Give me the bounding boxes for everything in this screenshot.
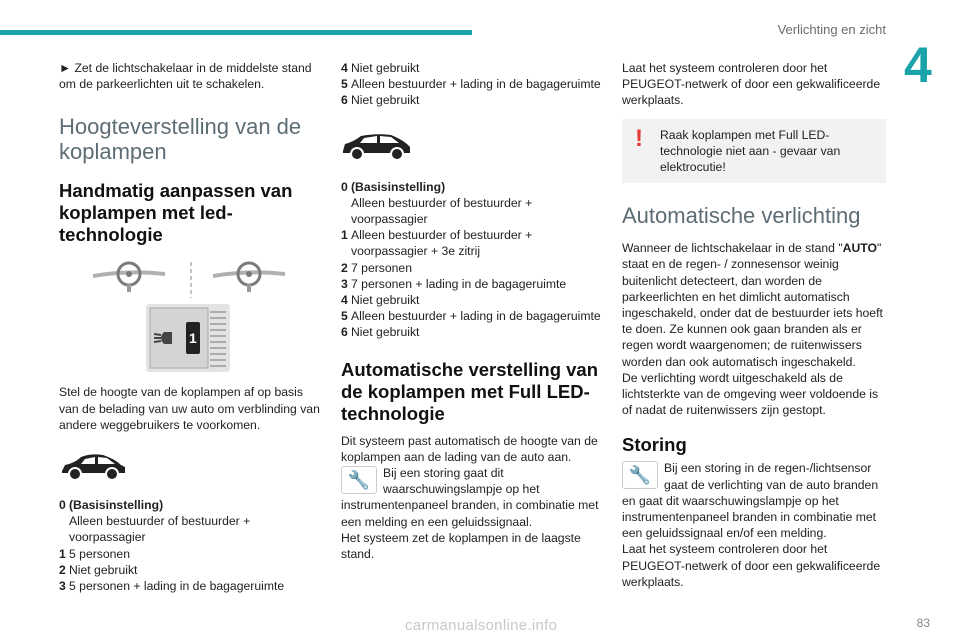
fault-paragraph: 🔧 Bij een storing in de regen-/lichtsensor gaat de verlichting van de auto branden en gaat dit waarschuwingslampje op het instrumentenpaneel branden in combinatie met een geluidssignaal en/of een melding.: [622, 461, 879, 541]
headlamp-level-icon: [146, 304, 230, 372]
chapter-title: Verlichting en zicht: [777, 22, 886, 37]
list-item: 2 Niet gebruikt: [59, 562, 138, 577]
steering-wheel-icon: [89, 260, 309, 300]
subsection-title-automatic: Automatische verstelling van de koplampen met Full LED-technologie: [341, 358, 599, 424]
list-item: 2 7 personen: [341, 260, 412, 275]
column-3: [622, 60, 886, 590]
list-item: 3 5 personen + lading in de bagageruimte: [59, 579, 285, 594]
section-title-automatic-lighting: Automatische verlichting: [622, 203, 861, 229]
subsection-title-fault: Storing: [622, 434, 687, 456]
chapter-number: 4: [904, 37, 932, 93]
list-item: 1 Alleen bestuurder of bestuurder + voorpassagier + 3e zitrij: [341, 228, 533, 259]
intro-paragraph: ► Zet de lichtschakelaar in de middelste stand om de parkeerlichten uit te schakelen.: [59, 61, 312, 92]
service-paragraph: Laat het systeem controleren door het PEUGEOT-netwerk of door een gekwalificeerde werkplaats.: [622, 61, 881, 108]
list-item: 3 7 personen + lading in de bagageruimte: [341, 276, 567, 291]
section-title-headlamp-adjustment: Hoogteverstelling van de koplampen: [59, 114, 302, 165]
automatic-adjustment-body: Dit systeem past automatisch de hoogte van de koplampen aan de lading van de auto aan.: [341, 433, 598, 464]
electrocution-warning-box: [622, 119, 886, 184]
list-item: 5 Alleen bestuurder + lading in de bagageruimte: [341, 309, 601, 324]
car-icon: [341, 131, 413, 163]
list-item: 0 (Basisinstelling) Alleen bestuurder of bestuurder + voorpassagier: [59, 498, 251, 545]
dial-value: 1: [189, 330, 197, 347]
headlamp-dial-illustration: [146, 304, 230, 372]
list-item: 6 Niet gebruikt: [341, 325, 420, 340]
subsection-title-manual: Handmatig aanpassen van koplampen met led-technologie: [59, 180, 293, 246]
car-silhouette-suv: [341, 131, 413, 163]
page-number: 83: [916, 616, 930, 630]
list-item: 4 Niet gebruikt: [341, 293, 420, 308]
lowest-position-body: Het systeem zet de koplampen in de laagste stand.: [341, 530, 581, 562]
car-icon: [59, 451, 129, 483]
car-silhouette-hatchback: [59, 451, 129, 483]
wrench-warning-icon: 🔧: [341, 466, 377, 494]
list-item: 6 Niet gebruikt: [341, 93, 420, 108]
fault-service-paragraph: Laat het systeem controleren door het PEUGEOT-netwerk of door een gekwalificeerde werkplaats.: [622, 542, 881, 589]
lighting-off-body: De verlichting wordt uitgeschakeld als de lichtsterkte van de omgeving weer voldoende is of nadat de ruitenwissers zijn gestopt.: [622, 370, 879, 418]
list-item: 5 Alleen bestuurder + lading in de bagageruimte: [341, 77, 601, 92]
exclamation-icon: !: [635, 124, 643, 152]
manual-adjustment-body: Stel de hoogte van de koplampen af op basis van de belading van uw auto om verblinding van andere weggebruikers te voorkomen.: [59, 385, 320, 432]
list-item: 4 Niet gebruikt: [341, 61, 420, 75]
column-1: [59, 60, 324, 594]
wrench-warning-icon: 🔧: [622, 461, 658, 489]
automatic-lighting-body: Wanneer de lichtschakelaar in de stand "AUTO" staat en de regen- / zonnesensor weinig buitenlicht detecteert, dan worden de parkeerlichten en het dimlicht automatisch ingeschakeld, onder dat de bestuurder iets hoeft te doen. Ze kunnen ook gaan branden als er regen wordt waargenomen; de ruitenwissers worden dan ook automatisch ingeschakeld.: [622, 241, 883, 369]
list-item: 0 (Basisinstelling) Alleen bestuurder of bestuurder + voorpassagier: [341, 179, 533, 227]
list-item: 1 5 personen: [59, 546, 130, 561]
warning-text: Raak koplampen met Full LED-technologie niet aan - gevaar van elektrocutie!: [660, 127, 841, 175]
chapter-tab: [898, 30, 960, 102]
column-2: [341, 60, 605, 562]
warning-paragraph: 🔧 Bij een storing gaat dit waarschuwingslampje op het instrumentenpaneel branden, in combinatie met een melding en een geluidssignaal.: [341, 466, 599, 529]
steering-wheel-illustration: [89, 260, 309, 300]
auto-keyword: AUTO: [842, 241, 877, 256]
watermark: carmanualsonline.info: [405, 617, 558, 634]
header-accent-bar: [0, 30, 472, 35]
